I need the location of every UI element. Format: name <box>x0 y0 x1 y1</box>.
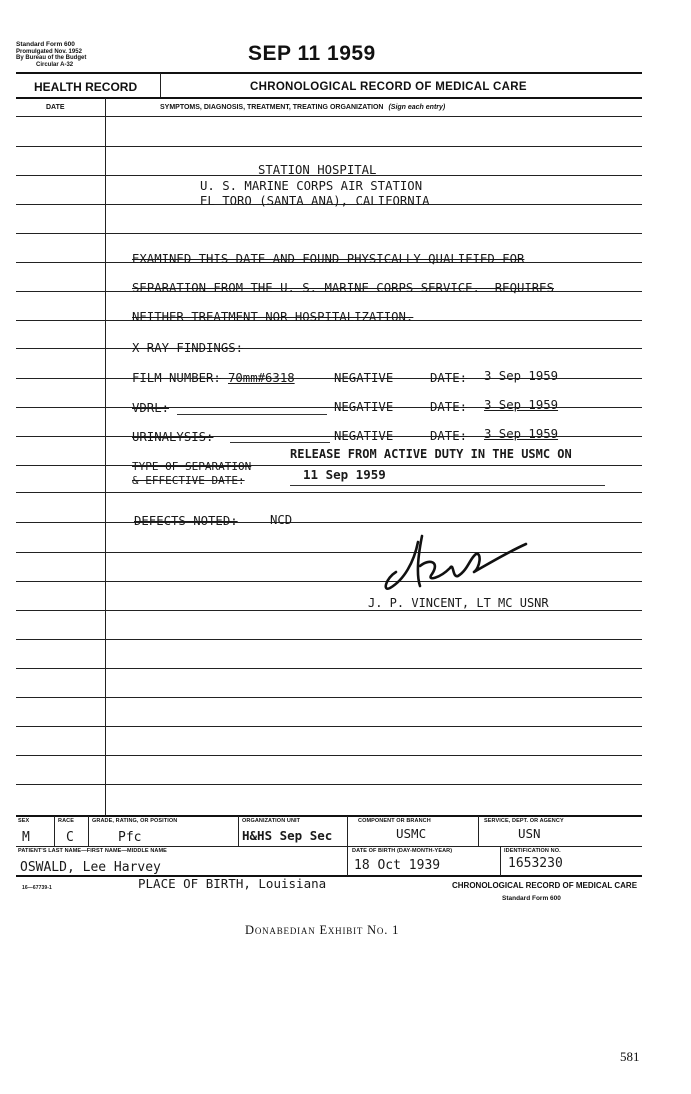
separation-label-1: TYPE OF SEPARATION <box>132 460 252 473</box>
date-column-divider <box>105 98 106 816</box>
dob-label: DATE OF BIRTH (DAY-MONTH-YEAR) <box>352 848 453 854</box>
physician-name: J. P. VINCENT, LT MC USNR <box>368 596 549 610</box>
separation-type: RELEASE FROM ACTIVE DUTY IN THE USMC ON <box>290 447 572 461</box>
ruled-line <box>16 522 642 523</box>
footer-form-number: Standard Form 600 <box>502 895 561 902</box>
form-title: CHRONOLOGICAL RECORD OF MEDICAL CARE <box>250 81 527 93</box>
footer-mid-rule <box>16 846 642 847</box>
title-divider <box>160 73 161 97</box>
top-rule <box>16 72 642 74</box>
vdrl-label: VDRL: <box>132 401 170 415</box>
form-meta-line: Promulgated Nov. 1952 <box>16 48 82 55</box>
ruled-line <box>16 465 642 466</box>
vdrl-result: NEGATIVE <box>334 400 394 414</box>
name-label: PATIENT'S LAST NAME—FIRST NAME—MIDDLE NAME <box>18 848 167 854</box>
urinalysis-label: URINALYSIS: <box>132 430 214 444</box>
title-rule <box>16 97 642 99</box>
xray-findings: X-RAY FINDINGS: <box>132 341 244 355</box>
air-station: U. S. MARINE CORPS AIR STATION <box>200 179 423 193</box>
form-meta-line: Standard Form 600 <box>16 41 75 48</box>
vdrl-date-label: DATE: <box>430 400 468 414</box>
health-record-title: HEALTH RECORD <box>34 80 138 94</box>
film-date-label: DATE: <box>430 371 468 385</box>
exam-line-3: NEITHER TREATMENT NOR HOSPITALIZATION. <box>132 310 414 324</box>
exhibit-caption: Donabedian Exhibit No. 1 <box>245 923 400 937</box>
ruled-line <box>16 784 642 785</box>
footer-divider <box>347 816 348 876</box>
ruled-line <box>16 116 642 117</box>
urinalysis-date-label: DATE: <box>430 429 468 443</box>
date-stamp: SEP 11 1959 <box>248 42 376 65</box>
grade-value: Pfc <box>118 830 142 845</box>
form-meta <box>16 42 136 68</box>
org-value: H&HS Sep Sec <box>242 828 333 843</box>
col-date-header: DATE <box>46 104 65 111</box>
col-entry-header <box>160 104 445 111</box>
defects-value: NCD <box>270 513 293 527</box>
col-entry-note: (Sign each entry) <box>388 104 446 111</box>
form-code: 16—67739-1 <box>22 885 52 891</box>
exam-line-2: SEPARATION FROM THE U. S. MARINE CORPS SERVICE. REQUIRES <box>132 281 554 295</box>
physician-signature <box>378 522 538 607</box>
race-label: RACE <box>58 818 74 824</box>
footer-divider <box>88 816 89 846</box>
ruled-line <box>16 726 642 727</box>
page-number: 581 <box>620 1049 640 1064</box>
service-label: SERVICE, DEPT. OR AGENCY <box>484 818 564 824</box>
film-result: NEGATIVE <box>334 371 394 385</box>
ruled-line <box>16 697 642 698</box>
hospital-name: STATION HOSPITAL <box>258 163 377 177</box>
vdrl-date: 3 Sep 1959 <box>484 398 559 412</box>
footer-bottom-rule <box>16 875 642 877</box>
sex-label: SEX <box>18 818 30 824</box>
film-number: 70mm#6318 <box>228 371 295 385</box>
ruled-line <box>16 552 642 553</box>
ruled-line <box>16 639 642 640</box>
separation-label-2: & EFFECTIVE DATE: <box>132 474 245 487</box>
film-date: 3 Sep 1959 <box>484 369 559 383</box>
ruled-line <box>16 492 642 493</box>
form-meta-line: By Bureau of the Budget <box>16 55 87 61</box>
urinalysis-blank <box>230 442 330 443</box>
footer-form-title: CHRONOLOGICAL RECORD OF MEDICAL CARE <box>452 881 638 890</box>
ruled-line <box>16 233 642 234</box>
separation-date: 11 Sep 1959 <box>303 467 386 482</box>
film-label: FILM NUMBER: <box>132 371 221 385</box>
urinalysis-date: 3 Sep 1959 <box>484 427 559 441</box>
exam-line-1: EXAMINED THIS DATE AND FOUND PHYSICALLY QUALIFIED FOR <box>132 252 525 266</box>
identification-number: 1653230 <box>508 856 563 871</box>
org-label: ORGANIZATION UNIT <box>242 818 301 824</box>
col-entry-label: SYMPTOMS, DIAGNOSIS, TREATMENT, TREATING ORGANIZATION <box>160 104 384 111</box>
form-meta-line: Circular A-32 <box>36 61 74 68</box>
patient-name: OSWALD, Lee Harvey <box>20 860 161 875</box>
vdrl-blank <box>177 414 327 415</box>
ruled-line <box>16 755 642 756</box>
defects-label: DEFECTS NOTED: <box>134 514 238 528</box>
ruled-line <box>16 146 642 147</box>
ruled-line <box>16 668 642 669</box>
urinalysis-result: NEGATIVE <box>334 429 394 443</box>
separation-underline <box>290 485 605 486</box>
location: EL TORO (SANTA ANA), CALIFORNIA <box>200 194 430 208</box>
ruled-line <box>16 581 642 582</box>
footer-divider <box>238 816 239 846</box>
component-value: USMC <box>396 826 427 841</box>
ruled-line <box>16 348 642 349</box>
sex-value: M <box>22 830 30 845</box>
footer-divider <box>54 816 55 846</box>
component-label: COMPONENT OR BRANCH <box>358 818 431 824</box>
id-label: IDENTIFICATION NO. <box>504 848 561 854</box>
date-of-birth: 18 Oct 1939 <box>354 858 441 873</box>
service-value: USN <box>518 826 541 841</box>
footer-divider <box>478 816 479 846</box>
footer-divider <box>500 847 501 876</box>
ruled-line <box>16 610 642 611</box>
grade-label: GRADE, RATING, OR POSITION <box>92 818 178 824</box>
footer-top-rule <box>16 815 642 817</box>
place-of-birth: PLACE OF BIRTH, Louisiana <box>138 876 327 891</box>
race-value: C <box>66 830 74 845</box>
